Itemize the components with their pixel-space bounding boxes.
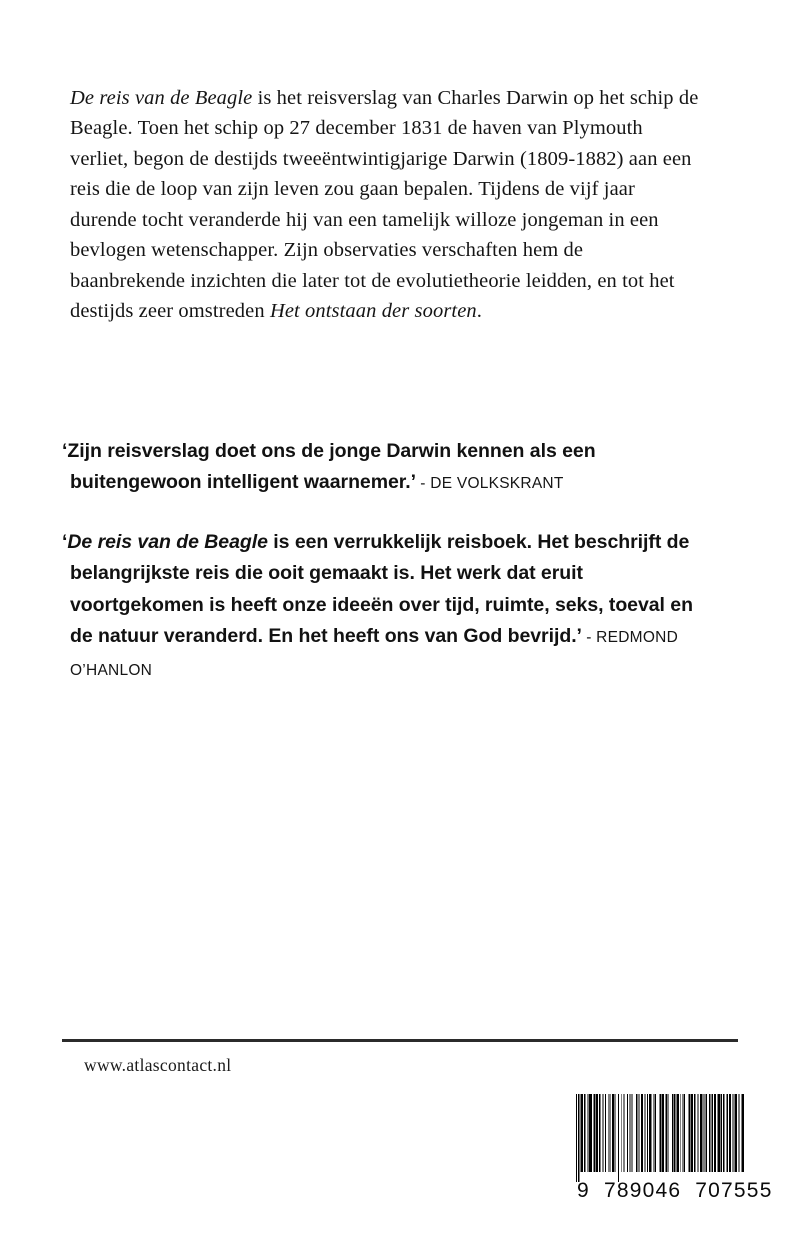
quote-text: is een verrukkelijk reisboek. Het beschrijft de belangrijkste reis die ooit gemaakt is. Het werk dat eruit voortgekomen is heeft onze ideeën over tijd, ruimte, seks, toeval en de natuur veranderd. En het heeft ons van God bevrijd.’	[70, 530, 693, 647]
quote-attribution: - DE VOLKSKRANT	[420, 475, 564, 492]
barcode-bars	[576, 1094, 744, 1182]
footer-divider	[62, 1039, 738, 1042]
barcode-digits: 9 789046 707555	[577, 1179, 773, 1202]
review-quotes	[62, 416, 710, 706]
quote-text: ‘Zijn reisverslag doet ons de jonge Darwin kennen als een buitengewoon intelligent waarnemer.’	[62, 439, 596, 493]
blurb-secondary-title: Het ontstaan der soorten	[269, 300, 477, 322]
quote-attribution: - REDMOND O’HANLON	[70, 629, 679, 679]
blurb-book-title: De reis van de Beagle	[70, 86, 253, 109]
isbn-barcode	[576, 1094, 773, 1203]
blurb-body-text: is het reisverslag van Charles Darwin op het schip de Beagle. Toen het schip op 27 december 1831 de haven van Plymouth verliet, begon de destijds tweeëntwintigjarige Darwin (1809-1882) aan een reis die de loop van zijn leven zou gaan bepalen. Tijdens de vijf jaar durende tocht veranderde hij van een tamelijk willoze jongeman in een bevlogen wetenschapper. Zijn observaties verschaften hem de baanbrekende inzichten die later tot de evolutietheorie leidden, en tot het destijds zeer omstreden	[70, 86, 699, 322]
publisher-website: www.atlascontact.nl	[84, 1055, 232, 1075]
quote-book-title: De reis van de Beagle	[67, 530, 268, 553]
quote-open-mark: ‘	[62, 530, 68, 553]
review-quote-ohanlon	[62, 527, 710, 687]
blurb-paragraph	[70, 83, 702, 327]
review-quote-volkskrant	[62, 436, 710, 500]
blurb-text-end: .	[476, 300, 482, 322]
